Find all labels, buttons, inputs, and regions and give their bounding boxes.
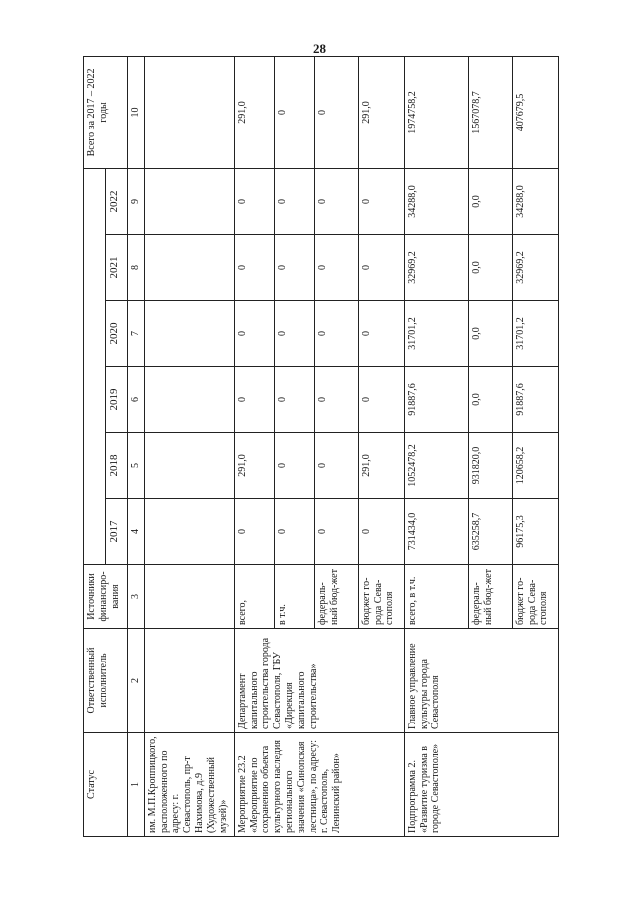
value-cell: 31701,2 [404,301,468,367]
status-cell: им. М.П.Кроппицкого, расположенного по адресу: г. Севастополь, пр-т Нахимова, д.9 (Художественный музей)» [144,733,234,837]
header-sources: Источники финансиро-вания [84,565,128,629]
value-cell: 34288,0 [404,168,468,234]
status-cell: Подпрограмма 2. «Развитие туризма в городе Севастополе» [404,733,558,837]
value-cell [144,301,234,367]
responsible-cell: Департамент капитального строительства города Севастополя, ГБУ «Дирекция капитального строительства» [234,629,404,733]
responsible-cell [144,629,234,733]
value-cell: 291,0 [234,56,274,168]
value-cell [144,433,234,499]
column-index: 2 [128,629,145,733]
value-cell: 0 [234,235,274,301]
source-cell [144,565,234,629]
value-cell: 32969,2 [512,235,558,301]
header-responsible: Ответственный исполнитель [84,629,128,733]
source-cell: в т.ч. [274,565,314,629]
value-cell: 0 [314,301,358,367]
value-cell: 0,0 [468,235,512,301]
header-year-2017: 2017 [106,499,128,565]
source-cell: всего, [234,565,274,629]
status-cell: Мероприятие 23.2 «Мероприятие по сохранению объекта культурного наследия регионального значения «Синопская лестница», по адресу: г. Севастополь, Ленинский район» [234,733,404,837]
value-cell: 0 [358,367,404,433]
value-cell: 291,0 [358,56,404,168]
value-cell: 0 [274,56,314,168]
table-row [144,56,234,836]
value-cell: 0 [358,168,404,234]
value-cell: 32969,2 [404,235,468,301]
value-cell: 0 [358,301,404,367]
value-cell: 0 [314,56,358,168]
value-cell: 1567078,7 [468,56,512,168]
header-years-group [84,168,106,564]
rotated-table-wrapper [83,57,550,837]
value-cell: 407679,5 [512,56,558,168]
column-index: 8 [128,235,145,301]
column-index: 3 [128,565,145,629]
value-cell: 0 [358,499,404,565]
value-cell: 120658,2 [512,433,558,499]
value-cell: 34288,0 [512,168,558,234]
value-cell: 0 [314,367,358,433]
value-cell: 731434,0 [404,499,468,565]
value-cell: 91887,6 [404,367,468,433]
value-cell: 291,0 [358,433,404,499]
value-cell: 1052478,2 [404,433,468,499]
header-year-2022: 2022 [106,168,128,234]
value-cell: 0 [274,367,314,433]
value-cell: 0 [274,301,314,367]
value-cell: 0 [274,235,314,301]
value-cell: 1974758,2 [404,56,468,168]
column-index: 6 [128,367,145,433]
source-cell: федераль-ный бюд-жет [468,565,512,629]
value-cell: 0 [358,235,404,301]
value-cell: 0 [234,301,274,367]
value-cell: 0,0 [468,367,512,433]
source-cell: бюджет го-рода Сева-стополя [512,565,558,629]
value-cell [144,235,234,301]
header-year-2020: 2020 [106,301,128,367]
table-row [234,56,274,836]
column-index: 4 [128,499,145,565]
value-cell: 0 [274,433,314,499]
column-index: 1 [128,733,145,837]
table-row [404,56,468,836]
value-cell: 31701,2 [512,301,558,367]
value-cell: 0 [274,499,314,565]
value-cell: 0 [314,235,358,301]
value-cell: 931820,0 [468,433,512,499]
column-index: 9 [128,168,145,234]
header-total: Всего за 2017 – 2022 годы [84,56,128,168]
value-cell: 635258,7 [468,499,512,565]
column-index: 5 [128,433,145,499]
value-cell: 0 [234,168,274,234]
column-index: 7 [128,301,145,367]
page-number: 28 [313,41,326,56]
header-year-2019: 2019 [106,367,128,433]
financing-table [83,56,559,837]
source-cell: федераль-ный бюд-жет [314,565,358,629]
value-cell [144,499,234,565]
header-status: Статус [84,733,128,837]
value-cell: 91887,6 [512,367,558,433]
value-cell: 0 [234,367,274,433]
source-cell: всего, в т.ч. [404,565,468,629]
responsible-cell: Главное управление культуры города Севастополя [404,629,558,733]
value-cell [144,56,234,168]
value-cell [144,367,234,433]
value-cell: 0 [314,499,358,565]
value-cell: 0,0 [468,301,512,367]
source-cell: бюджет го-рода Сева-стополя [358,565,404,629]
header-year-2018: 2018 [106,433,128,499]
value-cell: 0 [234,499,274,565]
value-cell [144,168,234,234]
value-cell: 96175,3 [512,499,558,565]
value-cell: 0 [274,168,314,234]
value-cell: 0 [314,168,358,234]
column-index: 10 [128,56,145,168]
value-cell: 0,0 [468,168,512,234]
value-cell: 0 [314,433,358,499]
header-year-2021: 2021 [106,235,128,301]
value-cell: 291,0 [234,433,274,499]
